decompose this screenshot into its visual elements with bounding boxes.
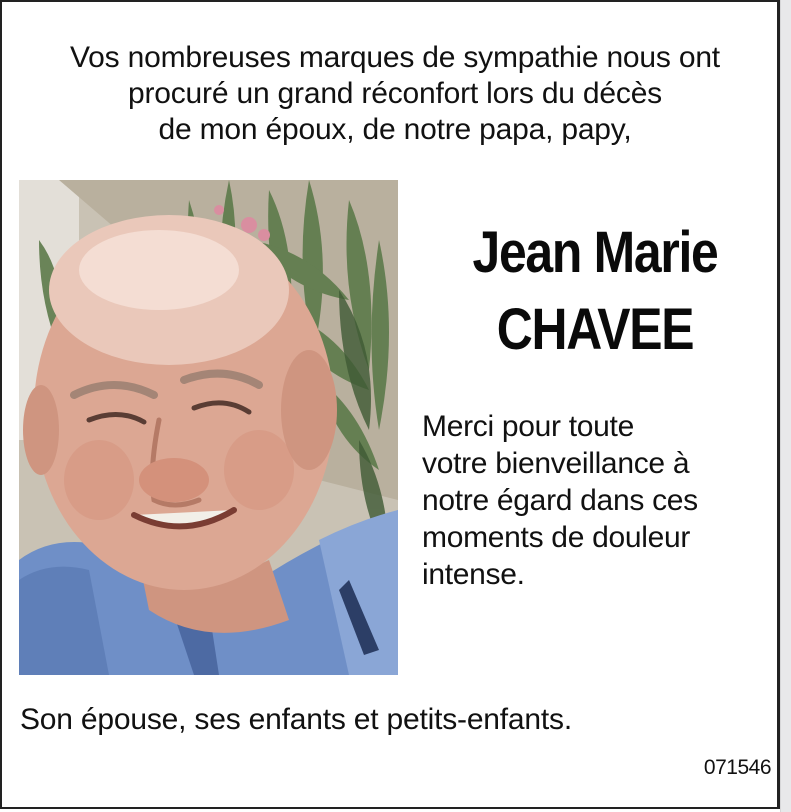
thanks-line-1: Merci pour toute	[422, 410, 634, 443]
portrait-illustration	[19, 180, 398, 675]
thanks-line-5: intense.	[422, 558, 525, 591]
thanks-text	[422, 408, 772, 593]
deceased-first-name: Jean Marie	[472, 220, 718, 285]
intro-line-2: procuré un grand réconfort lors du décès	[128, 77, 662, 110]
reference-number: 071546	[703, 756, 771, 779]
deceased-name	[410, 215, 780, 369]
intro-line-3: de mon époux, de notre papa, papy,	[158, 113, 632, 146]
portrait-photo	[19, 180, 398, 675]
deceased-last-name: CHAVEE	[496, 297, 694, 362]
intro-text	[10, 40, 780, 148]
thanks-line-2: votre bienveillance à	[422, 447, 690, 480]
thanks-line-3: notre égard dans ces	[422, 484, 698, 517]
thanks-line-4: moments de douleur	[422, 521, 691, 554]
family-signature: Son épouse, ses enfants et petits-enfants.	[20, 703, 572, 736]
intro-line-1: Vos nombreuses marques de sympathie nous ont	[70, 41, 720, 74]
page-edge-strip	[780, 0, 791, 812]
